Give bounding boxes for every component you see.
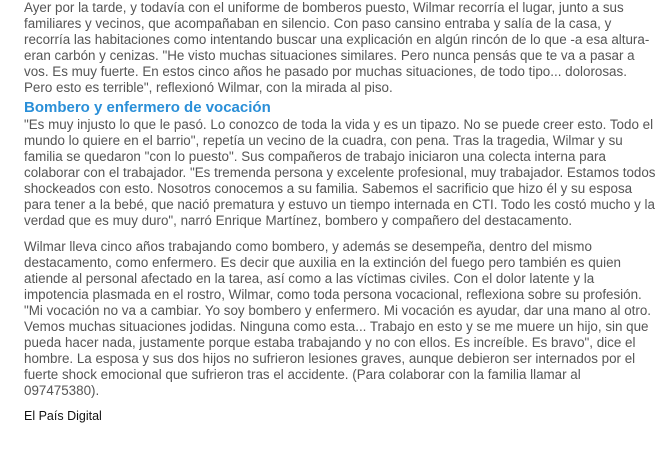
article-paragraph: Ayer por la tarde, y todavía con el uniforme de bomberos puesto, Wilmar recorría el lugar, junto a sus familiares y vecinos, que acompañaban en silencio. Con paso cansino entraba y salía de la casa, y recorría las habitaciones como intentando buscar una explicación en algún rincón de lo que -a esa altura- eran carbón y cenizas. "He visto muchas situaciones similares. Pero nunca pensás que te va a pasar a vos. Es muy fuerte. En estos cinco años he pasado por muchas situaciones, de todo tipo... dolorosas. Pero esto es terrible", reflexionó Wilmar, con la mirada al piso. [24, 0, 650, 95]
section-subheading: Bombero y enfermero de vocación [24, 99, 271, 116]
article-paragraph: "Es muy injusto lo que le pasó. Lo conozco de toda la vida y es un tipazo. No se puede creer esto. Todo el mundo lo quiere en el barrio", repetía un vecino de la cuadra, con pena. Tras la tragedia, Wilmar y su familia se quedaron "con lo puesto". Sus compañeros de trabajo iniciaron una colecta interna para colaborar con el trabajador. "Es tremenda persona y excelente profesional, muy trabajador. Estamos todos shockeados con esto. Nosotros conocemos a su familia. Sabemos el sacrificio que hizo él y su esposa para tener a la bebé, que nació prematura y estuvo un tiempo internada en CTI. Todo les costó mucho y la verdad que es muy duro", narró Enrique Martínez, bombero y compañero del destacamento. [24, 117, 656, 228]
article-source: El País Digital [24, 409, 102, 423]
article-paragraph: Wilmar lleva cinco años trabajando como bombero, y además se desempeña, dentro del mismo destacamento, como enfermero. Es decir que auxilia en la extinción del fuego pero también es quien atiende al personal afectado en la tarea, así como a las víctimas civiles. Con el dolor latente y la impotencia plasmada en el rostro, Wilmar, como toda persona vocacional, reflexiona sobre su profesión. "Mi vocación no va a cambiar. Yo soy bombero y enfermero. Mi vocación es ayudar, dar una mano al otro. Vemos muchas situaciones jodidas. Ninguna como esta... Trabajo en esto y se me muere un hijo, sin que pueda hacer nada, justamente porque estaba trabajando y no con ellos. Es increíble. Es bravo", dice el hombre. La esposa y sus dos hijos no sufrieron lesiones graves, aunque debieron ser internados por el fuerte shock emocional que sufrieron tras el accidente. (Para colaborar con la familia llamar al 097475380). [24, 239, 652, 398]
article-body [24, 0, 656, 424]
